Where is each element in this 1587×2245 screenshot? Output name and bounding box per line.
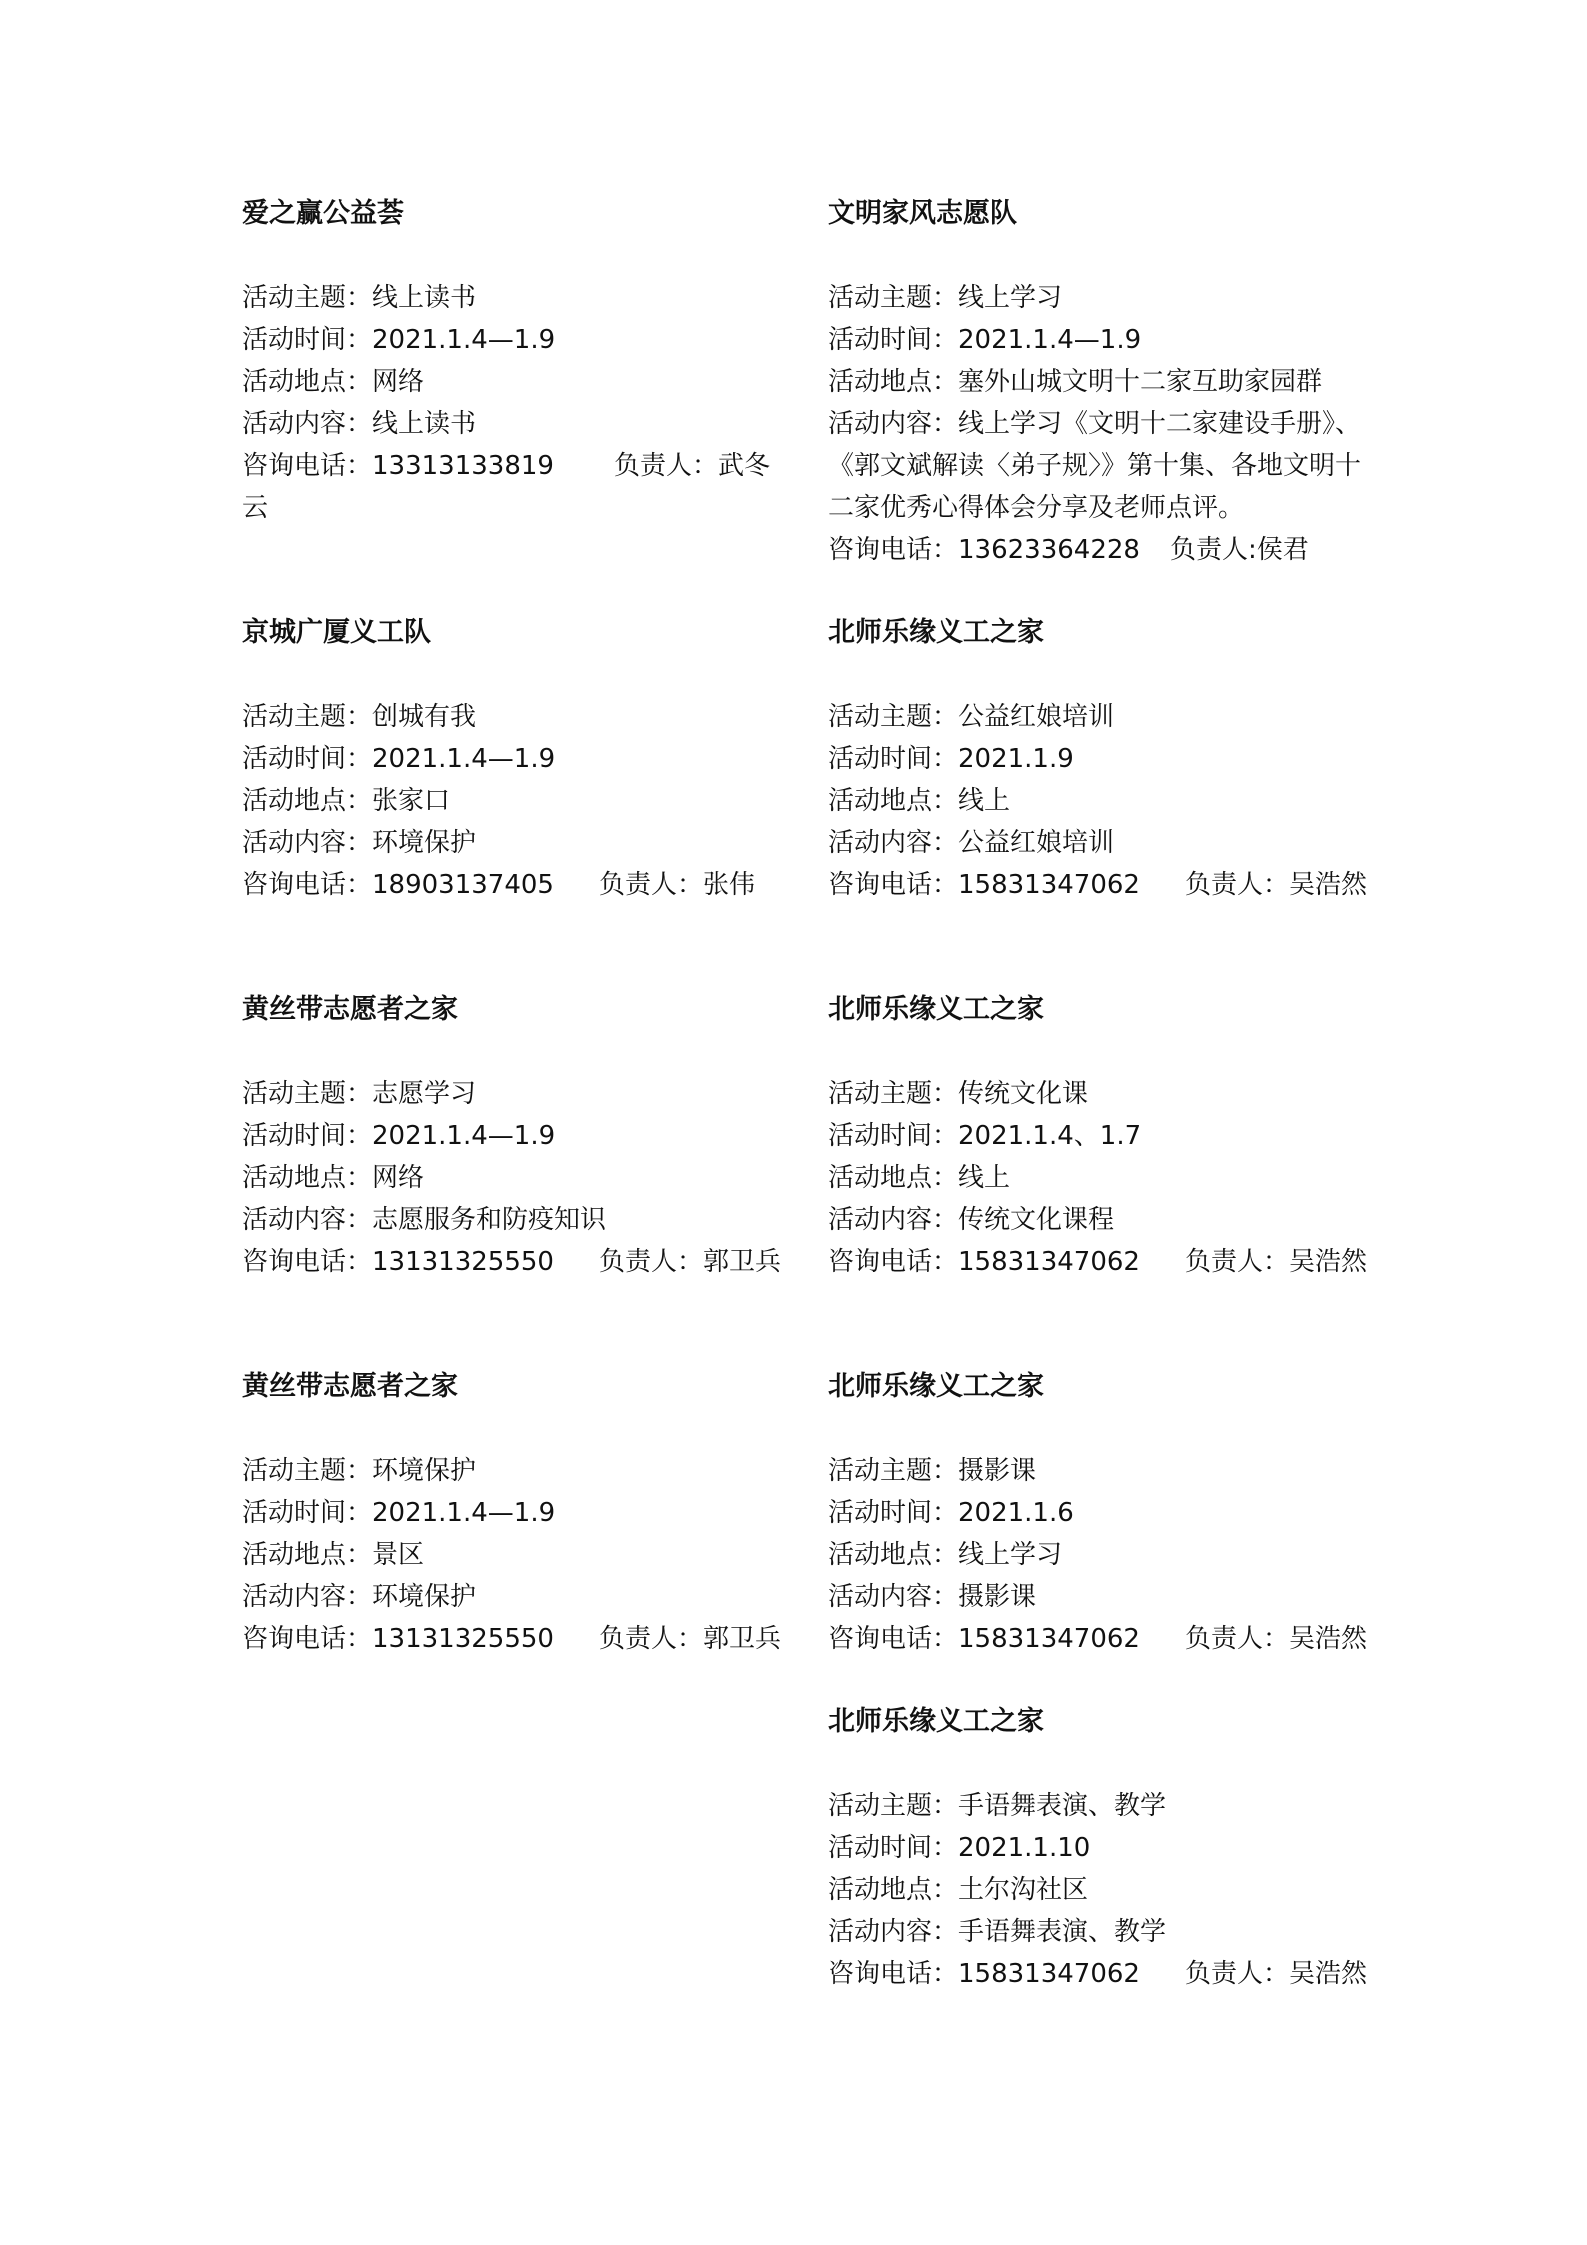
contact-leader: 负责人：吴浩然	[1184, 1247, 1367, 1277]
activity-place: 活动地点：线上	[828, 1163, 1011, 1193]
activity-block	[828, 1701, 1388, 1995]
contact-phone: 咨询电话：13131325550	[242, 1624, 554, 1654]
activity-content: 活动内容：环境保护	[242, 828, 477, 858]
activity-time: 活动时间：2021.1.9	[828, 744, 1074, 774]
activity-content: 活动内容：摄影课	[828, 1582, 1037, 1612]
activity-block	[242, 989, 802, 1283]
contact-leader: 负责人：吴浩然	[1184, 1624, 1367, 1654]
activity-place: 活动地点：线上	[828, 786, 1011, 816]
contact-line	[828, 1241, 1388, 1283]
activity-theme: 活动主题：公益红娘培训	[828, 702, 1115, 732]
contact-line	[828, 1618, 1388, 1660]
activity-content: 活动内容：环境保护	[242, 1582, 477, 1612]
contact-leader: 负责人：张伟	[598, 870, 755, 900]
activity-place: 活动地点：土尔沟社区	[828, 1875, 1089, 1905]
activity-theme: 活动主题：手语舞表演、教学	[828, 1791, 1167, 1821]
contact-line	[828, 1953, 1388, 1995]
contact-line	[242, 864, 802, 906]
contact-line	[242, 1618, 802, 1660]
contact-phone: 咨询电话：15831347062	[828, 870, 1140, 900]
activity-content: 活动内容：线上学习《文明十二家建设手册》、《郭文斌解读〈弟子规〉》第十集、各地文明十二家优秀心得体会分享及老师点评。	[828, 409, 1362, 523]
contact-line	[828, 529, 1373, 571]
org-title: 北师乐缘义工之家	[828, 1371, 1044, 1402]
contact-leader: 负责人:侯君	[1169, 535, 1309, 565]
activity-place: 活动地点：网络	[242, 367, 425, 397]
org-title: 爱之赢公益荟	[242, 198, 404, 229]
activity-block	[242, 612, 802, 906]
activity-block	[242, 193, 802, 529]
activity-block	[828, 193, 1373, 571]
contact-leader-continued: 云	[242, 493, 269, 523]
contact-phone: 咨询电话：15831347062	[828, 1247, 1140, 1277]
org-title: 北师乐缘义工之家	[828, 1706, 1044, 1737]
activity-theme: 活动主题：志愿学习	[242, 1079, 477, 1109]
activity-time: 活动时间：2021.1.4—1.9	[242, 744, 556, 774]
activity-content: 活动内容：传统文化课程	[828, 1205, 1115, 1235]
contact-line	[828, 864, 1388, 906]
activity-content: 活动内容：志愿服务和防疫知识	[242, 1205, 607, 1235]
activity-block	[242, 1366, 802, 1660]
activity-time: 活动时间：2021.1.10	[828, 1833, 1091, 1863]
contact-phone: 咨询电话：18903137405	[242, 870, 554, 900]
activity-theme: 活动主题：创城有我	[242, 702, 477, 732]
activity-time: 活动时间：2021.1.6	[828, 1498, 1074, 1528]
org-title: 黄丝带志愿者之家	[242, 1371, 458, 1402]
activity-theme: 活动主题：环境保护	[242, 1456, 477, 1486]
activity-content: 活动内容：公益红娘培训	[828, 828, 1115, 858]
contact-leader: 负责人：吴浩然	[1184, 870, 1367, 900]
contact-phone: 咨询电话：13313133819	[242, 451, 554, 481]
contact-leader: 负责人：吴浩然	[1184, 1959, 1367, 1989]
contact-line	[242, 1241, 802, 1283]
contact-line	[242, 445, 802, 487]
contact-leader: 负责人：郭卫兵	[598, 1247, 781, 1277]
contact-leader: 负责人：郭卫兵	[598, 1624, 781, 1654]
org-title: 北师乐缘义工之家	[828, 994, 1044, 1025]
contact-phone: 咨询电话：15831347062	[828, 1624, 1140, 1654]
activity-place: 活动地点：网络	[242, 1163, 425, 1193]
activity-place: 活动地点：线上学习	[828, 1540, 1063, 1570]
contact-phone: 咨询电话：15831347062	[828, 1959, 1140, 1989]
activity-block	[828, 612, 1388, 906]
contact-phone: 咨询电话：13623364228	[828, 535, 1140, 565]
org-title: 北师乐缘义工之家	[828, 617, 1044, 648]
activity-time: 活动时间：2021.1.4—1.9	[828, 325, 1142, 355]
activity-theme: 活动主题：线上读书	[242, 283, 477, 313]
org-title: 黄丝带志愿者之家	[242, 994, 458, 1025]
activity-place: 活动地点：张家口	[242, 786, 451, 816]
activity-time: 活动时间：2021.1.4—1.9	[242, 1121, 556, 1151]
activity-place: 活动地点：景区	[242, 1540, 425, 1570]
activity-theme: 活动主题：线上学习	[828, 283, 1063, 313]
activity-time: 活动时间：2021.1.4、1.7	[828, 1121, 1142, 1151]
contact-leader: 负责人：武冬	[613, 451, 770, 481]
org-title: 京城广厦义工队	[242, 617, 431, 648]
activity-content: 活动内容：线上读书	[242, 409, 477, 439]
activity-block	[828, 1366, 1388, 1660]
activity-content: 活动内容：手语舞表演、教学	[828, 1917, 1167, 1947]
activity-block	[828, 989, 1388, 1283]
contact-phone: 咨询电话：13131325550	[242, 1247, 554, 1277]
activity-place: 活动地点：塞外山城文明十二家互助家园群	[828, 367, 1323, 397]
activity-time: 活动时间：2021.1.4—1.9	[242, 325, 556, 355]
activity-time: 活动时间：2021.1.4—1.9	[242, 1498, 556, 1528]
activity-theme: 活动主题：传统文化课	[828, 1079, 1089, 1109]
activity-theme: 活动主题：摄影课	[828, 1456, 1037, 1486]
org-title: 文明家风志愿队	[828, 198, 1017, 229]
